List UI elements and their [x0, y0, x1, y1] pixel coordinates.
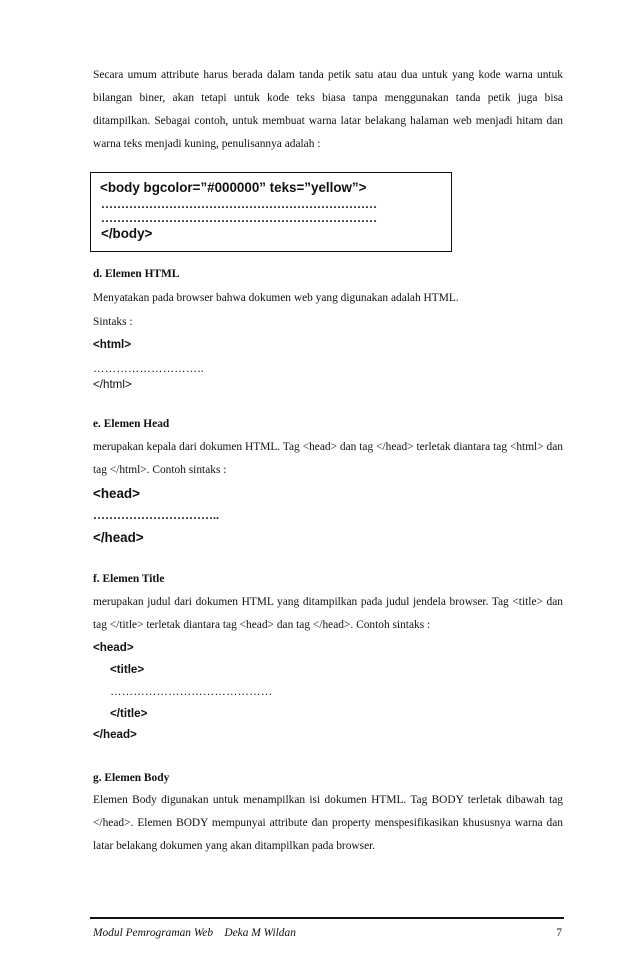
section-description: Menyatakan pada browser bahwa dokumen web yang digunakan adalah HTML.: [93, 292, 459, 304]
code-line: <html>: [93, 338, 132, 351]
code-ellipsis-line: ………………………..: [93, 362, 204, 375]
code-ellipsis-line: ……………………………………: [110, 685, 273, 698]
section-paragraph: merupakan kepala dari dokumen HTML. Tag <head> dan tag </head> terletak diantara tag <html> dan tag </html>. Contoh sintaks :: [93, 441, 563, 476]
section-paragraph: Elemen Body digunakan untuk menampilkan isi dokumen HTML. Tag BODY terletak dibawah tag </head>. Elemen BODY mempunyai attribute dan property menspesifikasikan khususnya warna dan latar belakang dokumen yang akan ditampilkan pada browser.: [93, 794, 563, 852]
section-heading: f. Elemen Title: [93, 573, 165, 585]
page-number: 7: [556, 927, 562, 939]
section-paragraph: merupakan judul dari dokumen HTML yang ditampilkan pada judul jendela browser. Tag <title> dan tag </title> terletak diantara tag <head> dan tag </head>. Contoh sintaks :: [93, 596, 563, 631]
code-ellipsis-line: ……………………………………………………………: [101, 197, 377, 211]
footer-rule: [90, 917, 564, 919]
code-line: </head>: [93, 728, 137, 741]
code-ellipsis-line: …………………………..: [93, 508, 219, 522]
syntax-label: Sintaks :: [93, 316, 133, 328]
footer-title: Modul Pemrograman Web Deka M Wildan: [93, 927, 296, 939]
code-body-close: </body>: [101, 226, 153, 241]
code-line: </html>: [93, 378, 132, 391]
section-heading: e. Elemen Head: [93, 418, 170, 430]
code-line: <title>: [110, 663, 145, 676]
code-line: </head>: [93, 530, 144, 545]
code-line: </title>: [110, 707, 148, 720]
code-line: <head>: [93, 486, 140, 501]
section-heading: d. Elemen HTML: [93, 268, 180, 280]
section-heading: g. Elemen Body: [93, 772, 170, 784]
intro-paragraph: Secara umum attribute harus berada dalam tanda petik satu atau dua untuk yang kode warna untuk bilangan biner, akan tetapi untuk kode teks biasa tanpa menggunakan tanda petik juga bisa ditampilkan. Sebagai contoh, untuk membuat warna latar belakang halaman web menjadi hitam dan warna teks menjadi kuning, penulisannya adalah :: [93, 69, 563, 150]
code-body-open: <body bgcolor=”#000000” teks=”yellow”>: [100, 180, 367, 195]
code-line: <head>: [93, 641, 134, 654]
code-ellipsis-line: ……………………………………………………………: [101, 211, 377, 225]
